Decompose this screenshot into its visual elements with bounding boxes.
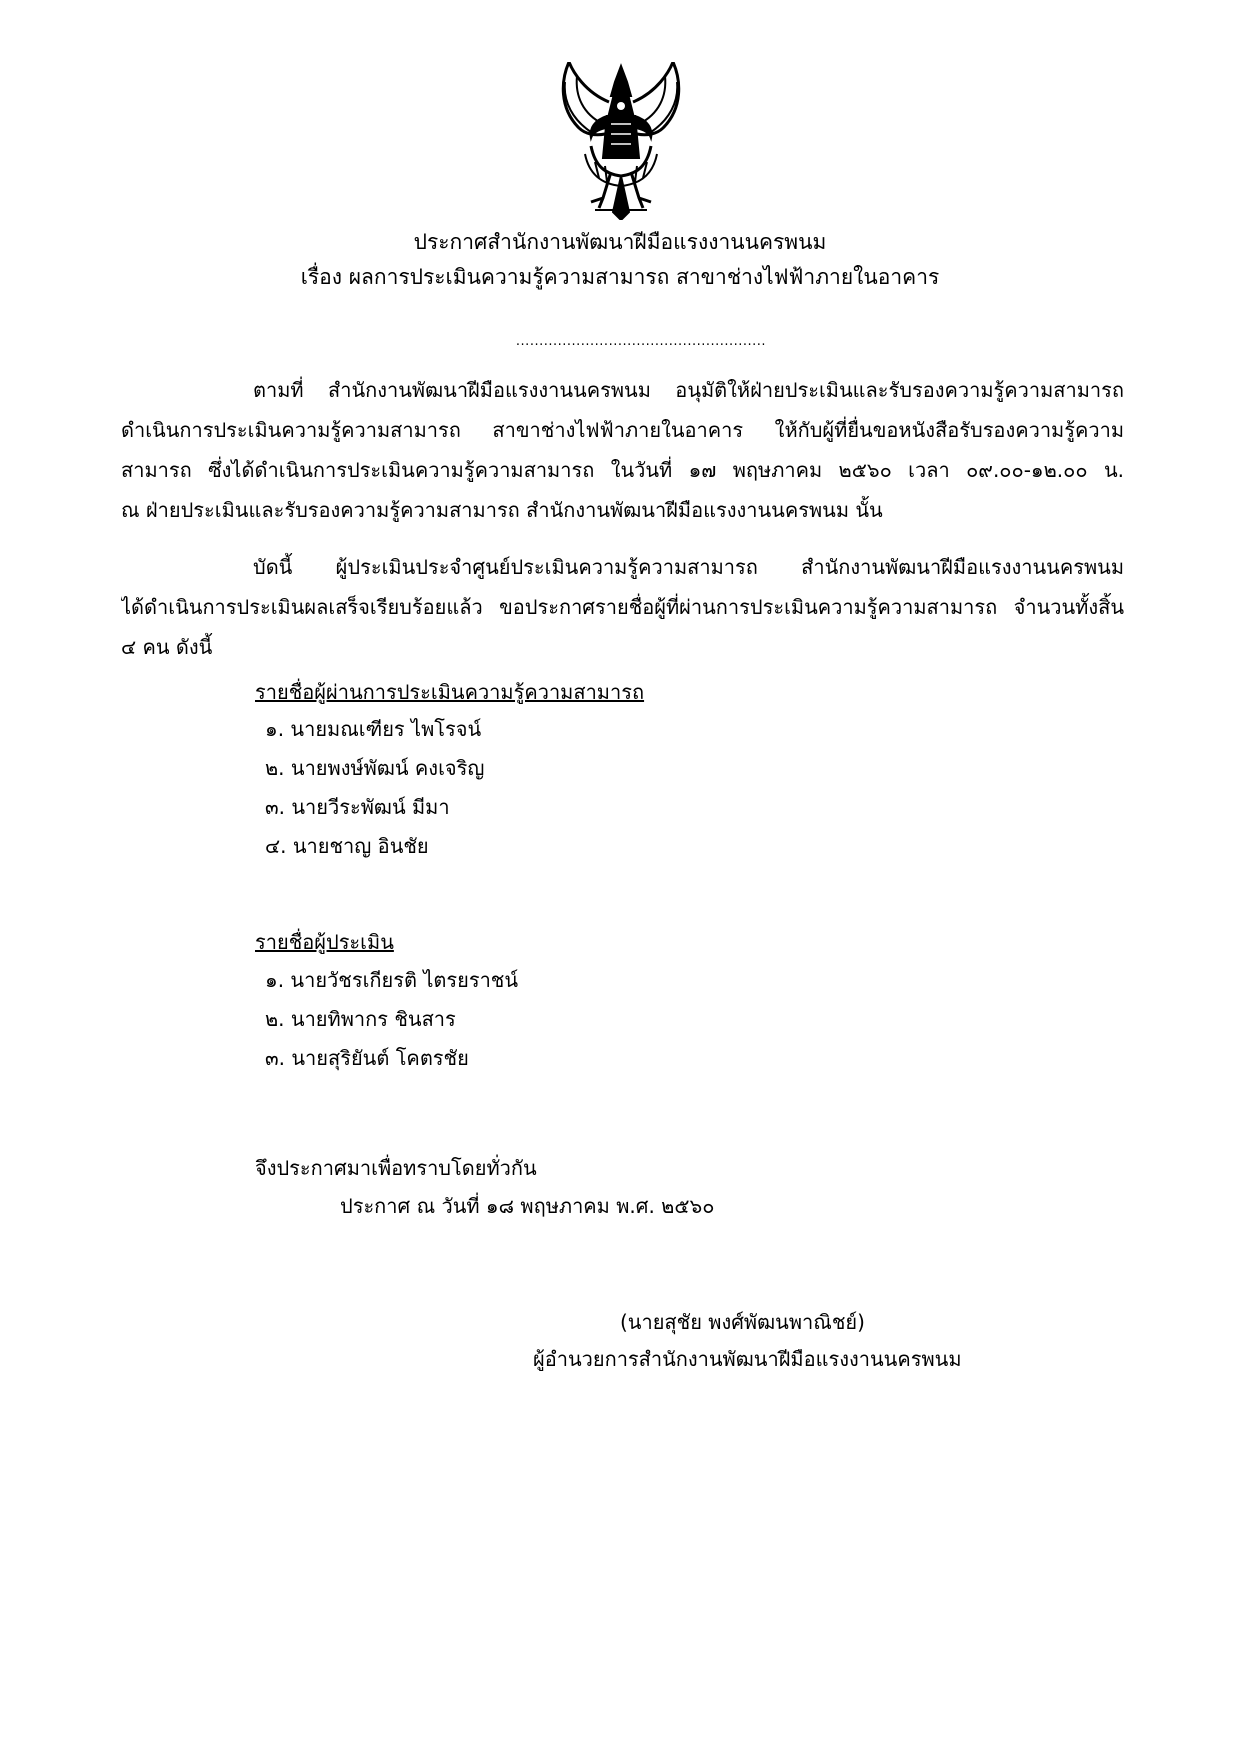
- passed-list-heading: รายชื่อผู้ผ่านการประเมินความรู้ความสามารถ: [255, 680, 645, 704]
- announcement-date: ประกาศ ณ วันที่ ๑๘ พฤษภาคม พ.ศ. ๒๕๖๐: [340, 1194, 715, 1218]
- assessor-list: [265, 961, 518, 1078]
- list-item: ๒. นายพงษ์พัฒน์ คงเจริญ: [265, 756, 485, 780]
- document-subject: เรื่อง ผลการประเมินความรู้ความสามารถ สาขาช่างไฟฟ้าภายในอาคาร: [300, 265, 940, 289]
- passed-list: [265, 710, 484, 866]
- signatory-name: (นายสุชัย พงศ์พัฒนพาณิชย์): [620, 1310, 865, 1334]
- paragraph-line: ตามที่ สำนักงานพัฒนาฝีมือแรงงานนครพนม อนุมัติให้ฝ่ายประเมินและรับรองความรู้ความสามารถ: [253, 378, 1124, 402]
- list-item: ๓. นายวีระพัฒน์ มีมา: [265, 795, 450, 819]
- list-item: ๓. นายสุริยันต์ โคตรชัย: [265, 1046, 469, 1070]
- list-item: ๑. นายวัชรเกียรติ ไตรยราชน์: [265, 968, 519, 992]
- list-item: ๔. นายชาญ อินชัย: [265, 834, 429, 858]
- closing-statement: จึงประกาศมาเพื่อทราบโดยทั่วกัน: [255, 1156, 537, 1180]
- paragraph-line: ๔ คน ดังนี้: [121, 635, 213, 659]
- paragraph-announcement: [121, 370, 1124, 530]
- paragraph-line: บัดนี้ ผู้ประเมินประจำศูนย์ประเมินความรู้ความสามารถ สำนักงานพัฒนาฝีมือแรงงานนครพนม: [253, 555, 1124, 579]
- paragraph-line: ได้ดำเนินการประเมินผลเสร็จเรียบร้อยแล้ว ขอประกาศรายชื่อผู้ที่ผ่านการประเมินความรู้ความสามารถ จำนวนทั้งสิ้น: [121, 595, 1124, 619]
- paragraph-line: ณ ฝ่ายประเมินและรับรองความรู้ความสามารถ สำนักงานพัฒนาฝีมือแรงงานนครพนม นั้น: [121, 498, 883, 522]
- paragraph-line: ดำเนินการประเมินความรู้ความสามารถ สาขาช่างไฟฟ้าภายในอาคาร ให้กับผู้ที่ยื่นขอหนังสือรับรองความรู้ความ: [121, 418, 1124, 442]
- list-item: ๒. นายทิพากร ชินสาร: [265, 1007, 456, 1031]
- signatory-position: ผู้อำนวยการสำนักงานพัฒนาฝีมือแรงงานนครพนม: [533, 1347, 962, 1371]
- assessor-list-heading: รายชื่อผู้ประเมิน: [255, 930, 394, 954]
- garuda-emblem-icon: [555, 62, 687, 220]
- list-item: ๑. นายมณเฑียร ไพโรจน์: [265, 717, 482, 741]
- title-separator: ......................................................: [515, 334, 767, 349]
- paragraph-result: [121, 547, 1124, 667]
- paragraph-line: สามารถ ซึ่งได้ดำเนินการประเมินความรู้ความสามารถ ในวันที่ ๑๗ พฤษภาคม ๒๕๖๐ เวลา ๐๙.๐๐-๑๒.๐๐ น.: [121, 458, 1124, 482]
- document-title: ประกาศสำนักงานพัฒนาฝีมือแรงงานนครพนม: [413, 230, 827, 254]
